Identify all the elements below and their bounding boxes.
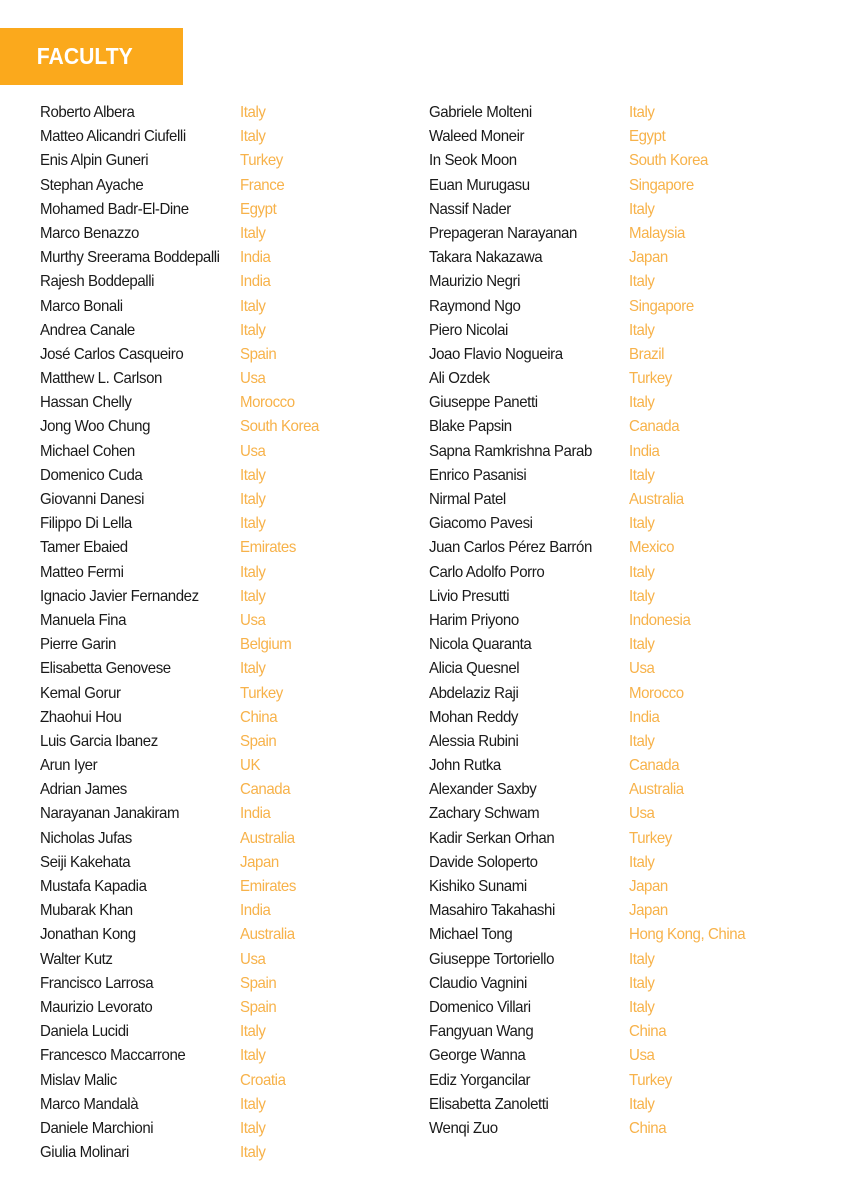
faculty-name: Murthy Sreerama Boddepalli bbox=[40, 249, 220, 267]
faculty-country: Italy bbox=[240, 1047, 266, 1065]
faculty-country: Canada bbox=[240, 781, 291, 799]
faculty-name: Ali Ozdek bbox=[429, 370, 490, 388]
faculty-name: Giulia Molinari bbox=[40, 1144, 129, 1162]
faculty-country: China bbox=[629, 1119, 667, 1137]
faculty-country: India bbox=[240, 249, 271, 267]
faculty-country: Egypt bbox=[629, 128, 666, 146]
faculty-country: Italy bbox=[240, 224, 266, 242]
faculty-country: Italy bbox=[240, 1023, 266, 1041]
faculty-country: Turkey bbox=[240, 684, 283, 702]
faculty-name: Harim Priyono bbox=[429, 611, 519, 629]
faculty-country: Usa bbox=[629, 805, 655, 823]
faculty-country: Malaysia bbox=[629, 224, 685, 242]
faculty-country: India bbox=[240, 902, 271, 920]
faculty-name: Gabriele Molteni bbox=[429, 104, 532, 121]
faculty-name: Matthew L. Carlson bbox=[40, 370, 162, 388]
faculty-name: Marco Bonali bbox=[40, 297, 123, 315]
faculty-country: India bbox=[240, 273, 271, 291]
faculty-country: China bbox=[240, 708, 278, 726]
faculty-name: Daniela Lucidi bbox=[40, 1023, 129, 1041]
page-title: FACULTY bbox=[36, 43, 133, 69]
faculty-name: Zachary Schwam bbox=[429, 805, 540, 823]
faculty-name: Adrian James bbox=[40, 781, 127, 799]
faculty-name: Mubarak Khan bbox=[40, 902, 133, 920]
faculty-name: Tamer Ebaied bbox=[40, 539, 128, 557]
faculty-name: Francesco Maccarrone bbox=[40, 1047, 186, 1065]
faculty-country: Italy bbox=[629, 853, 655, 871]
faculty-country: Usa bbox=[240, 611, 266, 629]
faculty-name: Sapna Ramkrishna Parab bbox=[429, 442, 592, 460]
faculty-name: José Carlos Casqueiro bbox=[40, 345, 184, 363]
faculty-name: Maurizio Levorato bbox=[40, 998, 153, 1016]
faculty-name: Kadir Serkan Orhan bbox=[429, 829, 555, 847]
faculty-name: Elisabetta Zanoletti bbox=[429, 1095, 549, 1113]
faculty-country: Usa bbox=[629, 660, 655, 678]
faculty-country: France bbox=[240, 176, 285, 194]
faculty-country: Usa bbox=[240, 950, 266, 968]
faculty-country: UK bbox=[240, 757, 261, 775]
faculty-country: Spain bbox=[240, 732, 277, 750]
faculty-country: Italy bbox=[240, 128, 266, 146]
faculty-name: Wenqi Zuo bbox=[429, 1119, 498, 1137]
faculty-name: Michael Tong bbox=[429, 926, 513, 944]
faculty-country: Italy bbox=[240, 660, 266, 678]
faculty-name: Domenico Cuda bbox=[40, 466, 143, 484]
faculty-name: Giuseppe Tortoriello bbox=[429, 950, 555, 968]
faculty-country: Italy bbox=[629, 200, 655, 218]
faculty-country: Usa bbox=[629, 1047, 655, 1065]
faculty-name: Nicholas Jufas bbox=[40, 829, 132, 847]
faculty-country: Australia bbox=[240, 829, 295, 847]
faculty-country: China bbox=[629, 1023, 667, 1041]
faculty-country: Italy bbox=[240, 1144, 266, 1162]
faculty-country: Japan bbox=[240, 853, 279, 871]
faculty-name: Abdelaziz Raji bbox=[429, 684, 519, 702]
faculty-country: Usa bbox=[240, 370, 266, 388]
faculty-name: Elisabetta Genovese bbox=[40, 660, 171, 678]
faculty-name: Fangyuan Wang bbox=[429, 1023, 534, 1041]
faculty-header-tab bbox=[0, 28, 183, 85]
faculty-country: Australia bbox=[629, 491, 684, 508]
faculty-name: Marco Benazzo bbox=[40, 224, 140, 242]
faculty-country: Turkey bbox=[629, 829, 672, 847]
faculty-name: Ignacio Javier Fernandez bbox=[40, 587, 199, 605]
faculty-name: George Wanna bbox=[429, 1047, 526, 1065]
faculty-country: Turkey bbox=[629, 370, 672, 388]
faculty-name: Kishiko Sunami bbox=[429, 878, 527, 895]
faculty-country: Japan bbox=[629, 902, 668, 920]
faculty-country: Morocco bbox=[240, 394, 295, 412]
faculty-name: Mohan Reddy bbox=[429, 708, 518, 726]
faculty-country: Italy bbox=[629, 515, 655, 533]
faculty-name: Rajesh Boddepalli bbox=[40, 273, 155, 291]
faculty-name: Narayanan Janakiram bbox=[40, 805, 180, 823]
faculty-name: John Rutka bbox=[429, 757, 501, 775]
faculty-name: Pierre Garin bbox=[40, 636, 117, 654]
faculty-country: Emirates bbox=[240, 539, 296, 557]
faculty-name: Manuela Fina bbox=[40, 611, 127, 629]
faculty-name: Waleed Moneir bbox=[429, 128, 525, 146]
faculty-country: Emirates bbox=[240, 878, 296, 895]
faculty-country: Italy bbox=[629, 321, 655, 339]
faculty-name: Zhaohui Hou bbox=[40, 708, 122, 726]
faculty-country: Italy bbox=[629, 950, 655, 968]
faculty-country: Italy bbox=[629, 587, 655, 605]
faculty-country: Indonesia bbox=[629, 611, 691, 629]
faculty-name: Francisco Larrosa bbox=[40, 974, 154, 992]
faculty-name: Enrico Pasanisi bbox=[429, 466, 527, 484]
faculty-name: Alessia Rubini bbox=[429, 732, 519, 750]
faculty-name: Blake Papsin bbox=[429, 418, 512, 436]
faculty-country: Italy bbox=[629, 104, 655, 121]
faculty-country: Italy bbox=[240, 491, 266, 508]
faculty-country: Italy bbox=[629, 466, 655, 484]
faculty-name: Nicola Quaranta bbox=[429, 636, 532, 654]
faculty-name: Matteo Fermi bbox=[40, 563, 124, 581]
faculty-country: Usa bbox=[240, 442, 266, 460]
faculty-name: Andrea Canale bbox=[40, 321, 135, 339]
faculty-country: Mexico bbox=[629, 539, 675, 557]
faculty-name: Raymond Ngo bbox=[429, 297, 521, 315]
faculty-name: Stephan Ayache bbox=[40, 176, 144, 194]
faculty-country: Italy bbox=[240, 466, 266, 484]
faculty-country: Belgium bbox=[240, 636, 292, 654]
faculty-name: Matteo Alicandri Ciufelli bbox=[40, 128, 186, 146]
faculty-country: Egypt bbox=[240, 200, 277, 218]
faculty-name: Walter Kutz bbox=[40, 950, 113, 968]
faculty-country: Brazil bbox=[629, 345, 665, 363]
faculty-name: Livio Presutti bbox=[429, 587, 510, 605]
faculty-country: Spain bbox=[240, 998, 277, 1016]
faculty-name: Domenico Villari bbox=[429, 998, 531, 1016]
faculty-name: Nirmal Patel bbox=[429, 491, 506, 508]
faculty-country: Italy bbox=[240, 515, 266, 533]
faculty-name: Luis Garcia Ibanez bbox=[40, 732, 158, 750]
faculty-name: Alicia Quesnel bbox=[429, 660, 520, 678]
faculty-country: Italy bbox=[629, 394, 655, 412]
faculty-country: India bbox=[629, 442, 660, 460]
faculty-country: Australia bbox=[629, 781, 684, 799]
faculty-name: Mustafa Kapadia bbox=[40, 878, 147, 895]
faculty-name: Marco Mandalà bbox=[40, 1095, 139, 1113]
faculty-name: Prepageran Narayanan bbox=[429, 224, 577, 242]
faculty-name: Juan Carlos Pérez Barrón bbox=[429, 539, 592, 557]
faculty-name: Masahiro Takahashi bbox=[429, 902, 555, 920]
faculty-country: Italy bbox=[240, 587, 266, 605]
faculty-country: Japan bbox=[629, 249, 668, 267]
faculty-name: Alexander Saxby bbox=[429, 781, 537, 799]
faculty-name: Takara Nakazawa bbox=[429, 249, 543, 267]
faculty-name: Enis Alpin Guneri bbox=[40, 152, 149, 170]
faculty-country: Japan bbox=[629, 878, 668, 895]
faculty-country: Italy bbox=[240, 321, 266, 339]
faculty-name: Hassan Chelly bbox=[40, 394, 132, 412]
faculty-country: Italy bbox=[629, 974, 655, 992]
faculty-country: South Korea bbox=[240, 418, 319, 436]
faculty-name: In Seok Moon bbox=[429, 152, 517, 170]
faculty-country: Australia bbox=[240, 926, 295, 944]
faculty-country: Spain bbox=[240, 345, 277, 363]
faculty-name: Filippo Di Lella bbox=[40, 515, 132, 533]
faculty-name: Giuseppe Panetti bbox=[429, 394, 538, 412]
faculty-name: Carlo Adolfo Porro bbox=[429, 563, 545, 581]
faculty-name: Daniele Marchioni bbox=[40, 1119, 154, 1137]
faculty-country: Hong Kong, China bbox=[629, 926, 746, 944]
faculty-name: Giacomo Pavesi bbox=[429, 515, 533, 533]
faculty-name: Kemal Gorur bbox=[40, 684, 121, 702]
faculty-name: Jong Woo Chung bbox=[40, 418, 151, 436]
faculty-name: Euan Murugasu bbox=[429, 176, 530, 194]
faculty-country: Italy bbox=[629, 563, 655, 581]
faculty-country: Italy bbox=[240, 1095, 266, 1113]
faculty-country: South Korea bbox=[629, 152, 708, 170]
faculty-country: Morocco bbox=[629, 684, 684, 702]
faculty-country: Canada bbox=[629, 757, 680, 775]
faculty-country: Italy bbox=[240, 563, 266, 581]
faculty-country: Turkey bbox=[240, 152, 283, 170]
faculty-name: Jonathan Kong bbox=[40, 926, 136, 944]
faculty-name: Ediz Yorgancilar bbox=[429, 1071, 531, 1089]
faculty-country: Italy bbox=[629, 636, 655, 654]
faculty-name: Davide Soloperto bbox=[429, 853, 538, 871]
faculty-name: Joao Flavio Nogueira bbox=[429, 345, 563, 363]
faculty-name: Piero Nicolai bbox=[429, 321, 508, 339]
faculty-name: Maurizio Negri bbox=[429, 273, 521, 291]
faculty-country: Croatia bbox=[240, 1071, 286, 1089]
faculty-name: Mohamed Badr-El-Dine bbox=[40, 200, 189, 218]
faculty-name: Mislav Malic bbox=[40, 1071, 117, 1089]
faculty-name: Seiji Kakehata bbox=[40, 853, 131, 871]
faculty-country: Canada bbox=[629, 418, 680, 436]
faculty-country: Italy bbox=[629, 732, 655, 750]
faculty-country: India bbox=[629, 708, 660, 726]
faculty-name: Claudio Vagnini bbox=[429, 974, 527, 992]
faculty-country: Singapore bbox=[629, 297, 694, 315]
faculty-country: Italy bbox=[629, 273, 655, 291]
faculty-name: Michael Cohen bbox=[40, 442, 135, 460]
faculty-country: Italy bbox=[240, 1119, 266, 1137]
faculty-country: India bbox=[240, 805, 271, 823]
faculty-country: Italy bbox=[240, 104, 266, 121]
faculty-name: Arun Iyer bbox=[40, 757, 98, 775]
faculty-country: Italy bbox=[629, 998, 655, 1016]
faculty-name: Giovanni Danesi bbox=[40, 491, 145, 508]
faculty-name: Nassif Nader bbox=[429, 200, 511, 218]
faculty-country: Turkey bbox=[629, 1071, 672, 1089]
faculty-country: Singapore bbox=[629, 176, 694, 194]
faculty-country: Spain bbox=[240, 974, 277, 992]
faculty-name: Roberto Albera bbox=[40, 104, 135, 121]
faculty-country: Italy bbox=[629, 1095, 655, 1113]
faculty-country: Italy bbox=[240, 297, 266, 315]
